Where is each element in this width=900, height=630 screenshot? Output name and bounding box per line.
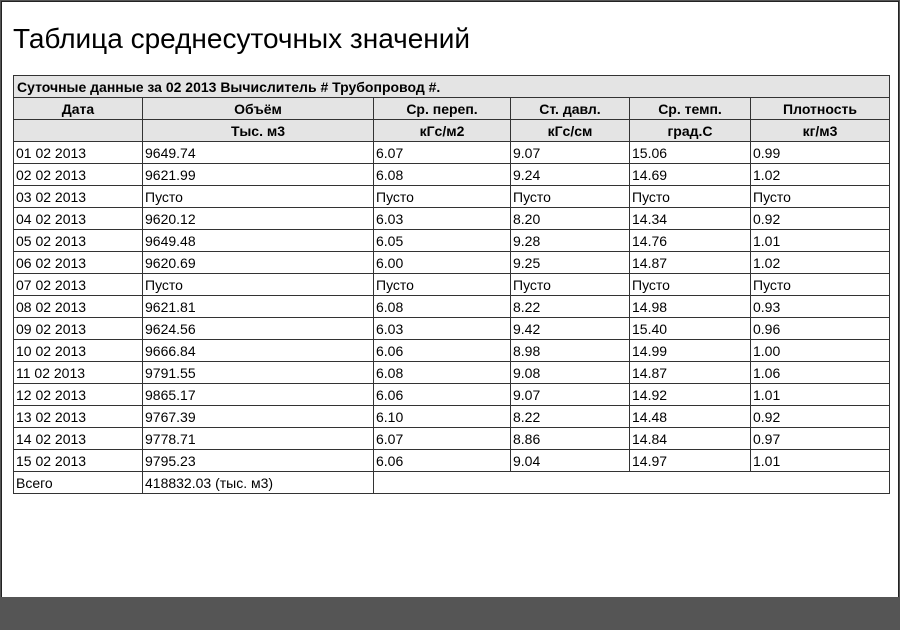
table-units-row <box>14 120 890 142</box>
cell-static-pressure: 9.28 <box>511 230 630 252</box>
cell-density: 0.99 <box>751 142 890 164</box>
table-row <box>14 230 890 252</box>
cell-density: 0.96 <box>751 318 890 340</box>
cell-temperature: 14.97 <box>630 450 751 472</box>
cell-date: 01 02 2013 <box>14 142 143 164</box>
cell-static-pressure: 9.42 <box>511 318 630 340</box>
cell-diff-pressure: 6.03 <box>374 208 511 230</box>
cell-static-pressure: 8.22 <box>511 296 630 318</box>
table-row <box>14 164 890 186</box>
cell-density: Пусто <box>751 274 890 296</box>
cell-density: 1.02 <box>751 252 890 274</box>
unit-volume: Тыс. м3 <box>143 120 374 142</box>
cell-diff-pressure: 6.08 <box>374 296 511 318</box>
table-caption: Суточные данные за 02 2013 Вычислитель # Трубопровод #. <box>14 76 890 98</box>
cell-date: 15 02 2013 <box>14 450 143 472</box>
cell-temperature: 14.48 <box>630 406 751 428</box>
report-page <box>1 1 899 597</box>
column-header-density: Плотность <box>751 98 890 120</box>
bottom-bar <box>0 597 900 630</box>
cell-static-pressure: 8.20 <box>511 208 630 230</box>
table-row <box>14 340 890 362</box>
cell-volume: 9865.17 <box>143 384 374 406</box>
cell-static-pressure: 9.08 <box>511 362 630 384</box>
cell-volume: 9620.12 <box>143 208 374 230</box>
cell-temperature: 14.69 <box>630 164 751 186</box>
cell-density: Пусто <box>751 186 890 208</box>
cell-date: 08 02 2013 <box>14 296 143 318</box>
column-header-static-pressure: Ст. давл. <box>511 98 630 120</box>
total-row <box>14 472 890 494</box>
cell-volume: 9666.84 <box>143 340 374 362</box>
cell-date: 03 02 2013 <box>14 186 143 208</box>
column-header-volume: Объём <box>143 98 374 120</box>
cell-volume: 9621.81 <box>143 296 374 318</box>
cell-diff-pressure: Пусто <box>374 274 511 296</box>
cell-static-pressure: 8.86 <box>511 428 630 450</box>
table-row <box>14 186 890 208</box>
unit-date <box>14 120 143 142</box>
cell-date: 13 02 2013 <box>14 406 143 428</box>
cell-volume: 9624.56 <box>143 318 374 340</box>
unit-diff-pressure: кГс/м2 <box>374 120 511 142</box>
table-row <box>14 362 890 384</box>
cell-volume: Пусто <box>143 274 374 296</box>
cell-diff-pressure: 6.00 <box>374 252 511 274</box>
table-row <box>14 142 890 164</box>
cell-date: 11 02 2013 <box>14 362 143 384</box>
cell-volume: 9791.55 <box>143 362 374 384</box>
table-body <box>14 142 890 472</box>
unit-temperature: град.С <box>630 120 751 142</box>
cell-static-pressure: Пусто <box>511 186 630 208</box>
column-header-temperature: Ср. темп. <box>630 98 751 120</box>
cell-temperature: 15.40 <box>630 318 751 340</box>
cell-volume: Пусто <box>143 186 374 208</box>
cell-temperature: 14.92 <box>630 384 751 406</box>
cell-date: 06 02 2013 <box>14 252 143 274</box>
unit-density: кг/м3 <box>751 120 890 142</box>
cell-volume: 9649.74 <box>143 142 374 164</box>
cell-density: 0.97 <box>751 428 890 450</box>
cell-static-pressure: Пусто <box>511 274 630 296</box>
cell-diff-pressure: 6.03 <box>374 318 511 340</box>
cell-temperature: Пусто <box>630 274 751 296</box>
cell-date: 07 02 2013 <box>14 274 143 296</box>
cell-diff-pressure: 6.07 <box>374 428 511 450</box>
cell-diff-pressure: 6.06 <box>374 340 511 362</box>
cell-temperature: 14.87 <box>630 252 751 274</box>
cell-static-pressure: 9.07 <box>511 142 630 164</box>
cell-density: 0.93 <box>751 296 890 318</box>
cell-density: 1.01 <box>751 450 890 472</box>
cell-date: 14 02 2013 <box>14 428 143 450</box>
cell-density: 1.01 <box>751 384 890 406</box>
cell-volume: 9767.39 <box>143 406 374 428</box>
table-row <box>14 406 890 428</box>
cell-temperature: 14.76 <box>630 230 751 252</box>
table-row <box>14 274 890 296</box>
page-title: Таблица среднесуточных значений <box>13 23 471 54</box>
cell-date: 05 02 2013 <box>14 230 143 252</box>
daily-averages-table <box>13 75 890 494</box>
cell-volume: 9621.99 <box>143 164 374 186</box>
cell-density: 1.06 <box>751 362 890 384</box>
cell-static-pressure: 8.22 <box>511 406 630 428</box>
cell-static-pressure: 8.98 <box>511 340 630 362</box>
cell-diff-pressure: 6.05 <box>374 230 511 252</box>
cell-volume: 9778.71 <box>143 428 374 450</box>
cell-temperature: 14.84 <box>630 428 751 450</box>
cell-temperature: 14.99 <box>630 340 751 362</box>
table-row <box>14 428 890 450</box>
cell-date: 02 02 2013 <box>14 164 143 186</box>
table-row <box>14 252 890 274</box>
cell-date: 04 02 2013 <box>14 208 143 230</box>
cell-density: 0.92 <box>751 406 890 428</box>
cell-temperature: 14.34 <box>630 208 751 230</box>
cell-diff-pressure: 6.10 <box>374 406 511 428</box>
cell-temperature: 15.06 <box>630 142 751 164</box>
cell-diff-pressure: 6.06 <box>374 450 511 472</box>
column-header-date: Дата <box>14 98 143 120</box>
cell-density: 1.02 <box>751 164 890 186</box>
cell-static-pressure: 9.07 <box>511 384 630 406</box>
cell-density: 0.92 <box>751 208 890 230</box>
cell-diff-pressure: Пусто <box>374 186 511 208</box>
table-row <box>14 208 890 230</box>
cell-static-pressure: 9.04 <box>511 450 630 472</box>
table-row <box>14 450 890 472</box>
cell-diff-pressure: 6.08 <box>374 362 511 384</box>
total-value: 418832.03 (тыс. м3) <box>143 472 374 494</box>
cell-volume: 9649.48 <box>143 230 374 252</box>
cell-static-pressure: 9.24 <box>511 164 630 186</box>
total-empty-cell <box>374 472 890 494</box>
cell-diff-pressure: 6.07 <box>374 142 511 164</box>
cell-volume: 9795.23 <box>143 450 374 472</box>
cell-diff-pressure: 6.08 <box>374 164 511 186</box>
cell-date: 10 02 2013 <box>14 340 143 362</box>
cell-static-pressure: 9.25 <box>511 252 630 274</box>
cell-temperature: 14.98 <box>630 296 751 318</box>
cell-temperature: 14.87 <box>630 362 751 384</box>
cell-density: 1.00 <box>751 340 890 362</box>
column-header-diff-pressure: Ср. переп. <box>374 98 511 120</box>
table-row <box>14 384 890 406</box>
table-row <box>14 296 890 318</box>
cell-date: 09 02 2013 <box>14 318 143 340</box>
table-row <box>14 318 890 340</box>
unit-static-pressure: кГс/см <box>511 120 630 142</box>
table-header-row <box>14 98 890 120</box>
cell-temperature: Пусто <box>630 186 751 208</box>
total-label: Всего <box>14 472 143 494</box>
cell-date: 12 02 2013 <box>14 384 143 406</box>
cell-diff-pressure: 6.06 <box>374 384 511 406</box>
cell-volume: 9620.69 <box>143 252 374 274</box>
cell-density: 1.01 <box>751 230 890 252</box>
table-caption-row <box>14 76 890 98</box>
